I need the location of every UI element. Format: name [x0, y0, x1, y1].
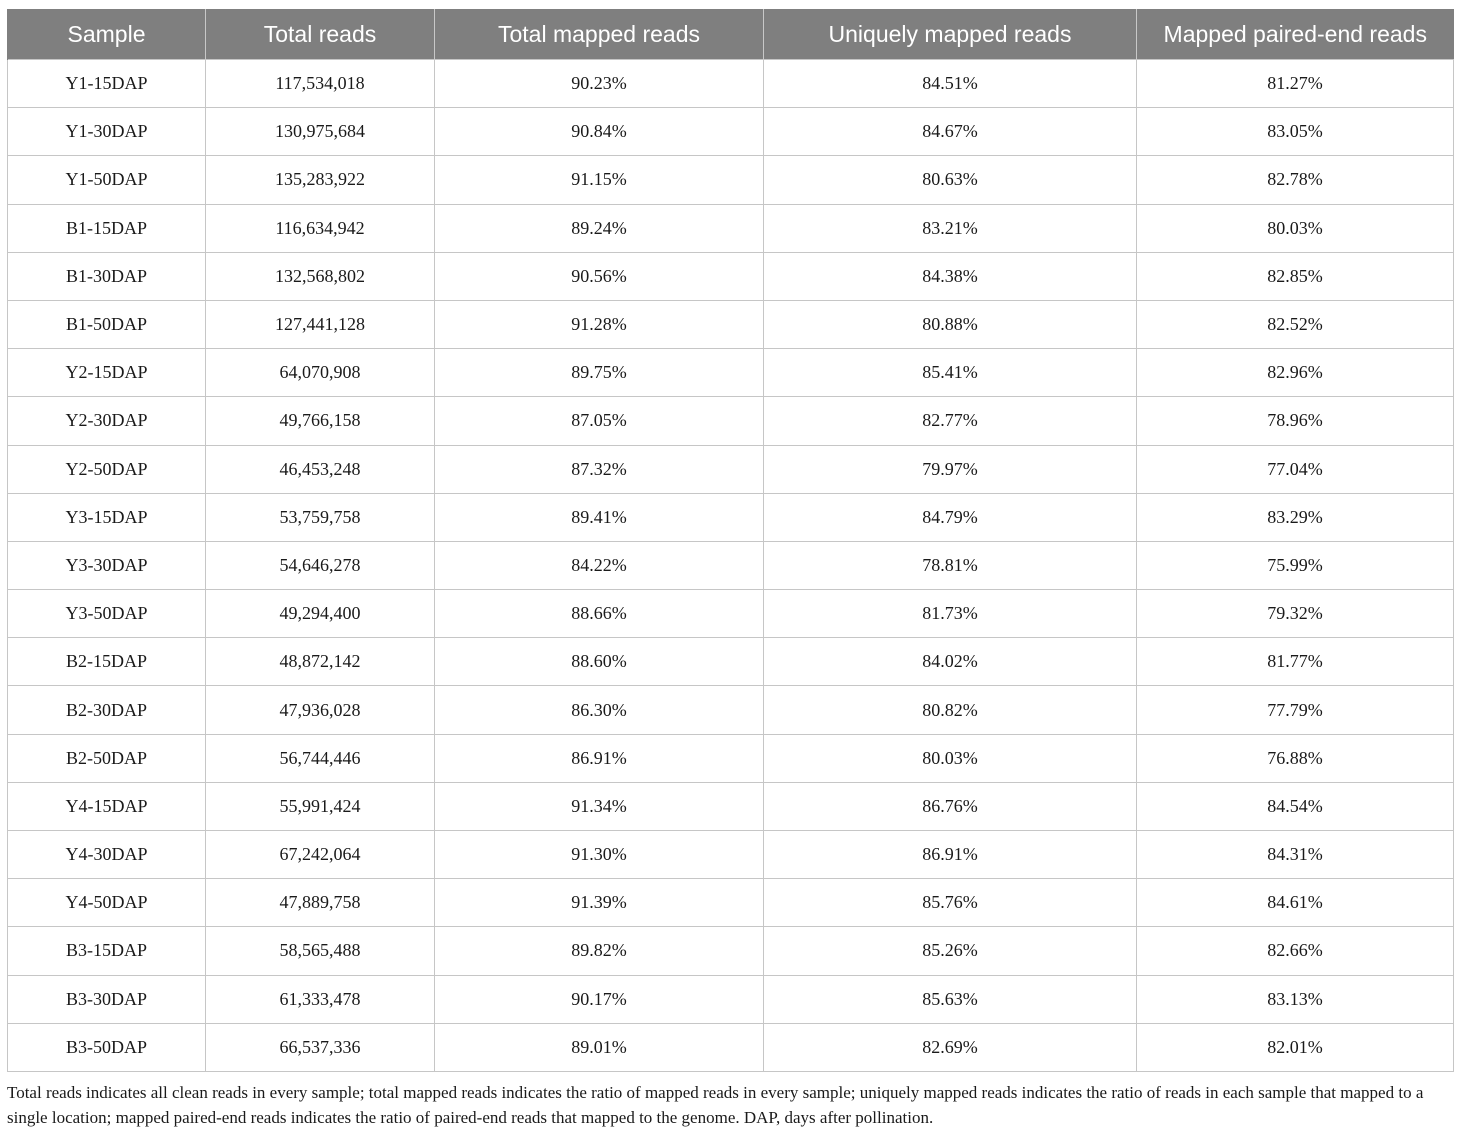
- cell-paired-end-mapped: 81.77%: [1137, 638, 1454, 686]
- cell-paired-end-mapped: 84.54%: [1137, 782, 1454, 830]
- cell-uniquely-mapped: 84.67%: [764, 108, 1137, 156]
- table-row: [8, 397, 1454, 445]
- table-row: [8, 927, 1454, 975]
- table-row: [8, 349, 1454, 397]
- cell-paired-end-mapped: 82.85%: [1137, 252, 1454, 300]
- cell-uniquely-mapped: 84.51%: [764, 60, 1137, 108]
- cell-sample: Y4-15DAP: [8, 782, 206, 830]
- cell-paired-end-mapped: 81.27%: [1137, 60, 1454, 108]
- cell-sample: Y1-50DAP: [8, 156, 206, 204]
- cell-total-reads: 56,744,446: [206, 734, 435, 782]
- cell-total-reads: 49,294,400: [206, 590, 435, 638]
- cell-uniquely-mapped: 82.77%: [764, 397, 1137, 445]
- cell-paired-end-mapped: 83.13%: [1137, 975, 1454, 1023]
- cell-total-mapped: 86.91%: [435, 734, 764, 782]
- table-row: [8, 590, 1454, 638]
- cell-total-mapped: 90.23%: [435, 60, 764, 108]
- cell-sample: B3-30DAP: [8, 975, 206, 1023]
- cell-total-mapped: 91.34%: [435, 782, 764, 830]
- table-row: [8, 782, 1454, 830]
- table-row: [8, 445, 1454, 493]
- cell-total-reads: 116,634,942: [206, 204, 435, 252]
- cell-paired-end-mapped: 84.31%: [1137, 831, 1454, 879]
- cell-total-mapped: 91.30%: [435, 831, 764, 879]
- table-row: [8, 300, 1454, 348]
- cell-paired-end-mapped: 84.61%: [1137, 879, 1454, 927]
- cell-uniquely-mapped: 82.69%: [764, 1023, 1137, 1071]
- cell-uniquely-mapped: 84.79%: [764, 493, 1137, 541]
- cell-total-reads: 46,453,248: [206, 445, 435, 493]
- cell-total-mapped: 89.41%: [435, 493, 764, 541]
- table-row: [8, 879, 1454, 927]
- cell-paired-end-mapped: 79.32%: [1137, 590, 1454, 638]
- cell-uniquely-mapped: 81.73%: [764, 590, 1137, 638]
- table-body: [8, 60, 1454, 1072]
- cell-sample: B1-15DAP: [8, 204, 206, 252]
- cell-uniquely-mapped: 85.41%: [764, 349, 1137, 397]
- table-row: [8, 252, 1454, 300]
- cell-paired-end-mapped: 80.03%: [1137, 204, 1454, 252]
- table-row: [8, 60, 1454, 108]
- cell-sample: Y1-30DAP: [8, 108, 206, 156]
- cell-total-mapped: 91.39%: [435, 879, 764, 927]
- cell-total-reads: 135,283,922: [206, 156, 435, 204]
- cell-uniquely-mapped: 84.38%: [764, 252, 1137, 300]
- cell-total-reads: 54,646,278: [206, 541, 435, 589]
- cell-sample: B2-30DAP: [8, 686, 206, 734]
- cell-uniquely-mapped: 85.76%: [764, 879, 1137, 927]
- table-row: [8, 204, 1454, 252]
- cell-paired-end-mapped: 82.96%: [1137, 349, 1454, 397]
- cell-total-reads: 47,936,028: [206, 686, 435, 734]
- cell-sample: Y2-15DAP: [8, 349, 206, 397]
- cell-uniquely-mapped: 86.76%: [764, 782, 1137, 830]
- cell-uniquely-mapped: 80.82%: [764, 686, 1137, 734]
- cell-total-reads: 132,568,802: [206, 252, 435, 300]
- cell-sample: Y2-50DAP: [8, 445, 206, 493]
- cell-uniquely-mapped: 80.88%: [764, 300, 1137, 348]
- table-row: [8, 1023, 1454, 1071]
- table-row: [8, 638, 1454, 686]
- cell-uniquely-mapped: 80.03%: [764, 734, 1137, 782]
- cell-total-mapped: 87.05%: [435, 397, 764, 445]
- cell-total-mapped: 88.66%: [435, 590, 764, 638]
- cell-sample: B2-50DAP: [8, 734, 206, 782]
- cell-paired-end-mapped: 75.99%: [1137, 541, 1454, 589]
- cell-total-reads: 58,565,488: [206, 927, 435, 975]
- table-row: [8, 108, 1454, 156]
- mapping-stats-table: [7, 9, 1454, 1072]
- table-row: [8, 831, 1454, 879]
- cell-total-reads: 47,889,758: [206, 879, 435, 927]
- cell-total-mapped: 86.30%: [435, 686, 764, 734]
- cell-uniquely-mapped: 78.81%: [764, 541, 1137, 589]
- cell-paired-end-mapped: 82.52%: [1137, 300, 1454, 348]
- table-row: [8, 156, 1454, 204]
- cell-total-reads: 48,872,142: [206, 638, 435, 686]
- cell-sample: Y3-15DAP: [8, 493, 206, 541]
- header-sample: Sample: [8, 9, 206, 60]
- cell-paired-end-mapped: 83.29%: [1137, 493, 1454, 541]
- cell-total-mapped: 88.60%: [435, 638, 764, 686]
- cell-total-mapped: 87.32%: [435, 445, 764, 493]
- cell-total-mapped: 91.15%: [435, 156, 764, 204]
- cell-total-mapped: 90.17%: [435, 975, 764, 1023]
- cell-paired-end-mapped: 82.66%: [1137, 927, 1454, 975]
- table-footnote: Total reads indicates all clean reads in every sample; total mapped reads indicates the ratio of mapped reads in every sample; uniquely mapped reads indicates the ratio of reads in each sample that mapped to a single location; mapped paired-end reads indicates the ratio of paired-end reads that mapped to the genome. DAP, days after pollination.: [7, 1083, 1424, 1127]
- table-container: [7, 9, 1453, 1072]
- cell-sample: Y4-50DAP: [8, 879, 206, 927]
- cell-total-reads: 64,070,908: [206, 349, 435, 397]
- cell-uniquely-mapped: 83.21%: [764, 204, 1137, 252]
- cell-sample: Y4-30DAP: [8, 831, 206, 879]
- cell-paired-end-mapped: 78.96%: [1137, 397, 1454, 445]
- cell-sample: B1-50DAP: [8, 300, 206, 348]
- cell-total-reads: 67,242,064: [206, 831, 435, 879]
- header-total-mapped-reads: Total mapped reads: [435, 9, 764, 60]
- cell-uniquely-mapped: 80.63%: [764, 156, 1137, 204]
- cell-total-reads: 61,333,478: [206, 975, 435, 1023]
- cell-total-mapped: 91.28%: [435, 300, 764, 348]
- cell-uniquely-mapped: 85.63%: [764, 975, 1137, 1023]
- cell-sample: B1-30DAP: [8, 252, 206, 300]
- cell-paired-end-mapped: 76.88%: [1137, 734, 1454, 782]
- cell-paired-end-mapped: 82.78%: [1137, 156, 1454, 204]
- cell-total-reads: 53,759,758: [206, 493, 435, 541]
- cell-sample: B3-15DAP: [8, 927, 206, 975]
- cell-total-mapped: 90.84%: [435, 108, 764, 156]
- cell-sample: Y1-15DAP: [8, 60, 206, 108]
- cell-total-mapped: 89.24%: [435, 204, 764, 252]
- cell-sample: B3-50DAP: [8, 1023, 206, 1071]
- cell-total-mapped: 89.01%: [435, 1023, 764, 1071]
- cell-sample: Y2-30DAP: [8, 397, 206, 445]
- cell-paired-end-mapped: 77.79%: [1137, 686, 1454, 734]
- cell-sample: Y3-30DAP: [8, 541, 206, 589]
- cell-total-reads: 49,766,158: [206, 397, 435, 445]
- cell-paired-end-mapped: 77.04%: [1137, 445, 1454, 493]
- cell-total-mapped: 89.75%: [435, 349, 764, 397]
- cell-total-reads: 130,975,684: [206, 108, 435, 156]
- table-row: [8, 541, 1454, 589]
- header-uniquely-mapped-reads: Uniquely mapped reads: [764, 9, 1137, 60]
- table-row: [8, 493, 1454, 541]
- cell-uniquely-mapped: 84.02%: [764, 638, 1137, 686]
- cell-paired-end-mapped: 82.01%: [1137, 1023, 1454, 1071]
- table-row: [8, 975, 1454, 1023]
- cell-total-mapped: 89.82%: [435, 927, 764, 975]
- cell-total-reads: 66,537,336: [206, 1023, 435, 1071]
- cell-total-reads: 55,991,424: [206, 782, 435, 830]
- header-total-reads: Total reads: [206, 9, 435, 60]
- table-row: [8, 734, 1454, 782]
- cell-uniquely-mapped: 86.91%: [764, 831, 1137, 879]
- table-row: [8, 686, 1454, 734]
- cell-uniquely-mapped: 85.26%: [764, 927, 1137, 975]
- header-row: [8, 9, 1454, 60]
- cell-total-reads: 127,441,128: [206, 300, 435, 348]
- cell-sample: Y3-50DAP: [8, 590, 206, 638]
- cell-total-reads: 117,534,018: [206, 60, 435, 108]
- cell-paired-end-mapped: 83.05%: [1137, 108, 1454, 156]
- header-mapped-paired-end-reads: Mapped paired-end reads: [1137, 9, 1454, 60]
- cell-uniquely-mapped: 79.97%: [764, 445, 1137, 493]
- cell-total-mapped: 90.56%: [435, 252, 764, 300]
- cell-total-mapped: 84.22%: [435, 541, 764, 589]
- cell-sample: B2-15DAP: [8, 638, 206, 686]
